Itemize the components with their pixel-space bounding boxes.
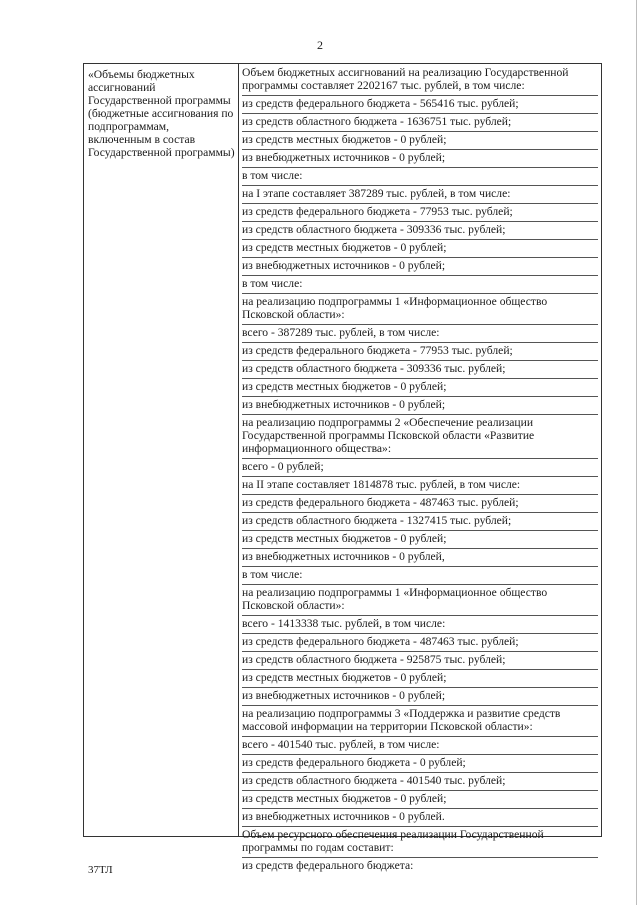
- table-row: на II этапе составляет 1814878 тыс. рублей, в том числе:: [242, 477, 598, 495]
- table-row: на реализацию подпрограммы 1 «Информационное общество Псковской области»:: [242, 294, 598, 325]
- table-row: в том числе:: [242, 276, 598, 294]
- table-row: из средств областного бюджета - 1636751 тыс. рублей;: [242, 114, 598, 132]
- scan-edge-line: [636, 0, 637, 905]
- table-row: из средств местных бюджетов - 0 рублей;: [242, 240, 598, 258]
- page-number: 2: [317, 38, 323, 52]
- table-right-cell: [239, 64, 601, 872]
- table-row: из средств федерального бюджета - 487463 тыс. рублей;: [242, 495, 598, 513]
- table-row: из средств областного бюджета - 925875 тыс. рублей;: [242, 652, 598, 670]
- table-row: Объем ресурсного обеспечения реализации Государственной программы по годам составит:: [242, 827, 598, 858]
- document-code: 37ТЛ: [88, 864, 113, 876]
- table-row: из внебюджетных источников - 0 рублей,: [242, 549, 598, 567]
- table-row: из средств областного бюджета - 309336 тыс. рублей;: [242, 361, 598, 379]
- table-left-cell: «Объемы бюджетных ассигнований Государственной программы (бюджетные ассигнования по подпрограммам, включенным в состав Государственной программы): [84, 64, 239, 836]
- table-row: из средств федерального бюджета:: [242, 859, 414, 872]
- table-row: из средств федерального бюджета - 565416 тыс. рублей;: [242, 96, 598, 114]
- table-row: на реализацию подпрограммы 2 «Обеспечение реализации Государственной программы Псковской области «Развитие информационного общества»:: [242, 415, 598, 459]
- table-row: из средств местных бюджетов - 0 рублей;: [242, 791, 598, 809]
- table-row: в том числе:: [242, 567, 598, 585]
- table-row: из внебюджетных источников - 0 рублей;: [242, 150, 598, 168]
- table-row: всего - 401540 тыс. рублей, в том числе:: [242, 737, 598, 755]
- table-row: из средств местных бюджетов - 0 рублей;: [242, 379, 598, 397]
- table-row: из внебюджетных источников - 0 рублей;: [242, 258, 598, 276]
- table-row: всего - 0 рублей;: [242, 459, 598, 477]
- table-row: из внебюджетных источников - 0 рублей;: [242, 688, 598, 706]
- table-row: Объем бюджетных ассигнований на реализацию Государственной программы составляет 2202167 тыс. рублей, в том числе:: [242, 65, 598, 96]
- table-row: на реализацию подпрограммы 3 «Поддержка и развитие средств массовой информации на территории Псковской области»:: [242, 706, 598, 737]
- table-row: из средств местных бюджетов - 0 рублей;: [242, 132, 598, 150]
- table-row: из внебюджетных источников - 0 рублей.: [242, 809, 598, 827]
- table-row: из средств федерального бюджета - 487463 тыс. рублей;: [242, 634, 598, 652]
- table-row: всего - 387289 тыс. рублей, в том числе:: [242, 325, 598, 343]
- table-row: из средств федерального бюджета - 77953 тыс. рублей;: [242, 204, 598, 222]
- table-row: на реализацию подпрограммы 1 «Информационное общество Псковской области»:: [242, 585, 598, 616]
- table-row: из средств областного бюджета - 1327415 тыс. рублей;: [242, 513, 598, 531]
- table-row: из средств федерального бюджета - 77953 тыс. рублей;: [242, 343, 598, 361]
- table-row: из средств федерального бюджета - 0 рублей;: [242, 755, 598, 773]
- table-row: в том числе:: [242, 168, 598, 186]
- table-row: из средств местных бюджетов - 0 рублей;: [242, 531, 598, 549]
- table-row: из средств местных бюджетов - 0 рублей;: [242, 670, 598, 688]
- table-row: на I этапе составляет 387289 тыс. рублей, в том числе:: [242, 186, 598, 204]
- table-row: всего - 1413338 тыс. рублей, в том числе:: [242, 616, 598, 634]
- table-row: из средств областного бюджета - 401540 тыс. рублей;: [242, 773, 598, 791]
- table-row: из средств областного бюджета - 309336 тыс. рублей;: [242, 222, 598, 240]
- table-row: из внебюджетных источников - 0 рублей;: [242, 397, 598, 415]
